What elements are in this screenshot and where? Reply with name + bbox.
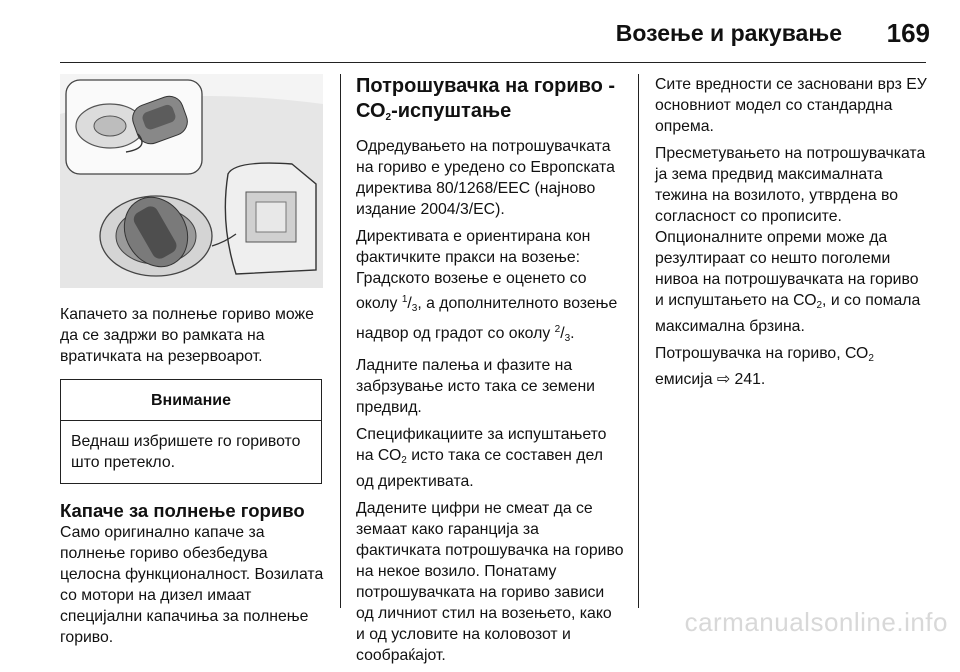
warning-text: Веднаш избришете го горивото што претекло. [71,433,301,471]
paragraph-no-guarantee: Дадените цифри не смеат да се земаат како гаранција за фактичката потрошувачка на гориво на некое возило. Понатаму потрошувачката на гориво зависи од личниот стил на возењето, како и од условите на коловозот и сообраќајот. [356,500,624,664]
page-reference-arrow-icon: ⇨ [716,371,731,388]
paragraph-cross-reference: Потрошувачка на гориво, $СО_2$ емисија ⇨ 241. [655,345,874,388]
section-heading-fuel-cap: Капаче за полнење гориво [60,500,305,521]
page-number: 169 [886,18,930,48]
watermark: carmanualsonline.info [684,607,948,637]
paragraph-calculation: Пресметувањето на потрошувачката ја зема предвид максималната тежина на возилото, утврдена во согласност со прописите. Опционалните опреми може да резултираат со нешто поголеми нивоа на потрошувачката на гориво и испуштањето на $СО_2$, и со помала максимална брзина. [655,145,926,335]
paragraph-directive: Одредувањето на потрошувачката на гориво е уредено со Европската директива 80/1268/EEC (најново издание 2004/3/EC). [356,138,615,218]
section-heading-fuel-consumption: Потрошувачка на гориво - $СО_2$-испуштање [356,75,616,123]
page-reference-link[interactable]: 241. [730,371,766,388]
paragraph-co2-spec: Спецификациите за испуштањето на $СО_2$ исто така се составен дел од директивата. [356,426,607,490]
heading-line-1: Потрошувачка на гориво - [356,75,616,97]
header-title: Возење и ракување [615,20,842,46]
column-1 [60,74,325,654]
paragraph-driving-practice: Директивата е ориентирана кон фактичките пракси на возење: Градското возење е оценето со околу $^1/_3$, а дополнителното возење надвор од градот со околу $^2/_3$. [356,228,618,344]
fuel-cap-paragraph: Само оригинално капаче за полнење гориво обезбедува целосна функционалност. Возилата со мотори на дизел имаат специјални капачиња за полнење гориво. [60,524,324,646]
page-header [0,0,960,60]
column-2 [356,74,624,672]
column-divider [340,74,341,608]
header-divider [60,62,926,63]
warning-title: Внимание [61,380,321,421]
fuel-cap-illustration [60,74,323,288]
paragraph-cold-starts: Ладните палења и фазите на забрзување исто така се земени предвид. [356,357,596,416]
paragraph-eu-model: Сите вредности се засновани врз ЕУ основниот модел со стандардна опрема. [655,76,927,135]
figure-caption: Капачето за полнење гориво може да се задржи во рамката на вратичката на резервоарот. [60,306,314,365]
column-divider [638,74,639,608]
column-3 [655,74,930,396]
warning-box [60,379,322,484]
